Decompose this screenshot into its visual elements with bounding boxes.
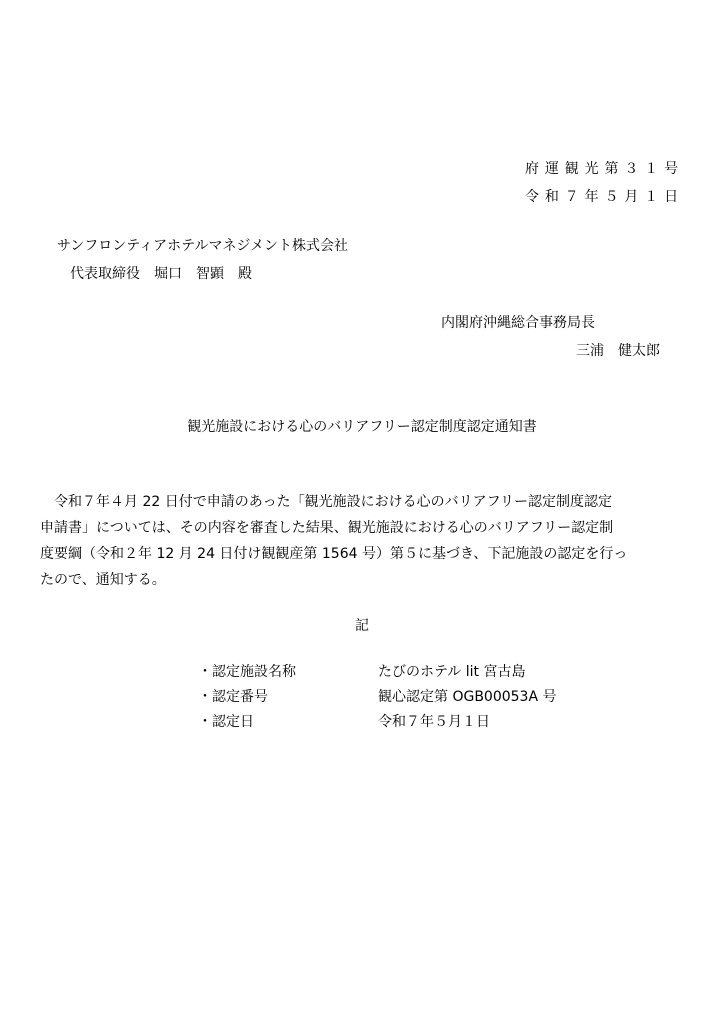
document-title: 観光施設における心のバリアフリー認定制度認定通知書 bbox=[187, 419, 537, 435]
recipient-person: 代表取締役 堀口 智顕 殿 bbox=[70, 266, 252, 282]
item-label: ・認定番号 bbox=[198, 689, 268, 705]
recipient-company: サンフロンティアホテルマネジメント株式会社 bbox=[57, 238, 349, 254]
sender-organization: 内閣府沖縄総合事務局長 bbox=[441, 315, 595, 331]
body-paragraph: 令和７年４月 22 日付で申請のあった「観光施設における心のバリアフリー認定制度認定 申請書」については、その内容を審査した結果、観光施設における心のバリアフリー認定制 度要綱（令和２年 12 月 24 日付け観観産第 1564 号）第５に基づき、下記施設の認定を行っ たので、通知する。 bbox=[40, 494, 628, 588]
ki-heading: 記 bbox=[355, 618, 369, 634]
item-label: ・認定日 bbox=[198, 714, 254, 730]
document-number: 府運観光第３１号 bbox=[524, 161, 684, 177]
item-value: 観心認定第 OGB00053A 号 bbox=[378, 689, 557, 705]
sender-name: 三浦 健太郎 bbox=[576, 343, 660, 359]
document-date: 令和７年５月１日 bbox=[524, 189, 684, 205]
item-value: 令和７年５月１日 bbox=[378, 714, 490, 730]
item-value: たびのホテル lit 宮古島 bbox=[378, 664, 526, 680]
item-label: ・認定施設名称 bbox=[198, 664, 296, 680]
